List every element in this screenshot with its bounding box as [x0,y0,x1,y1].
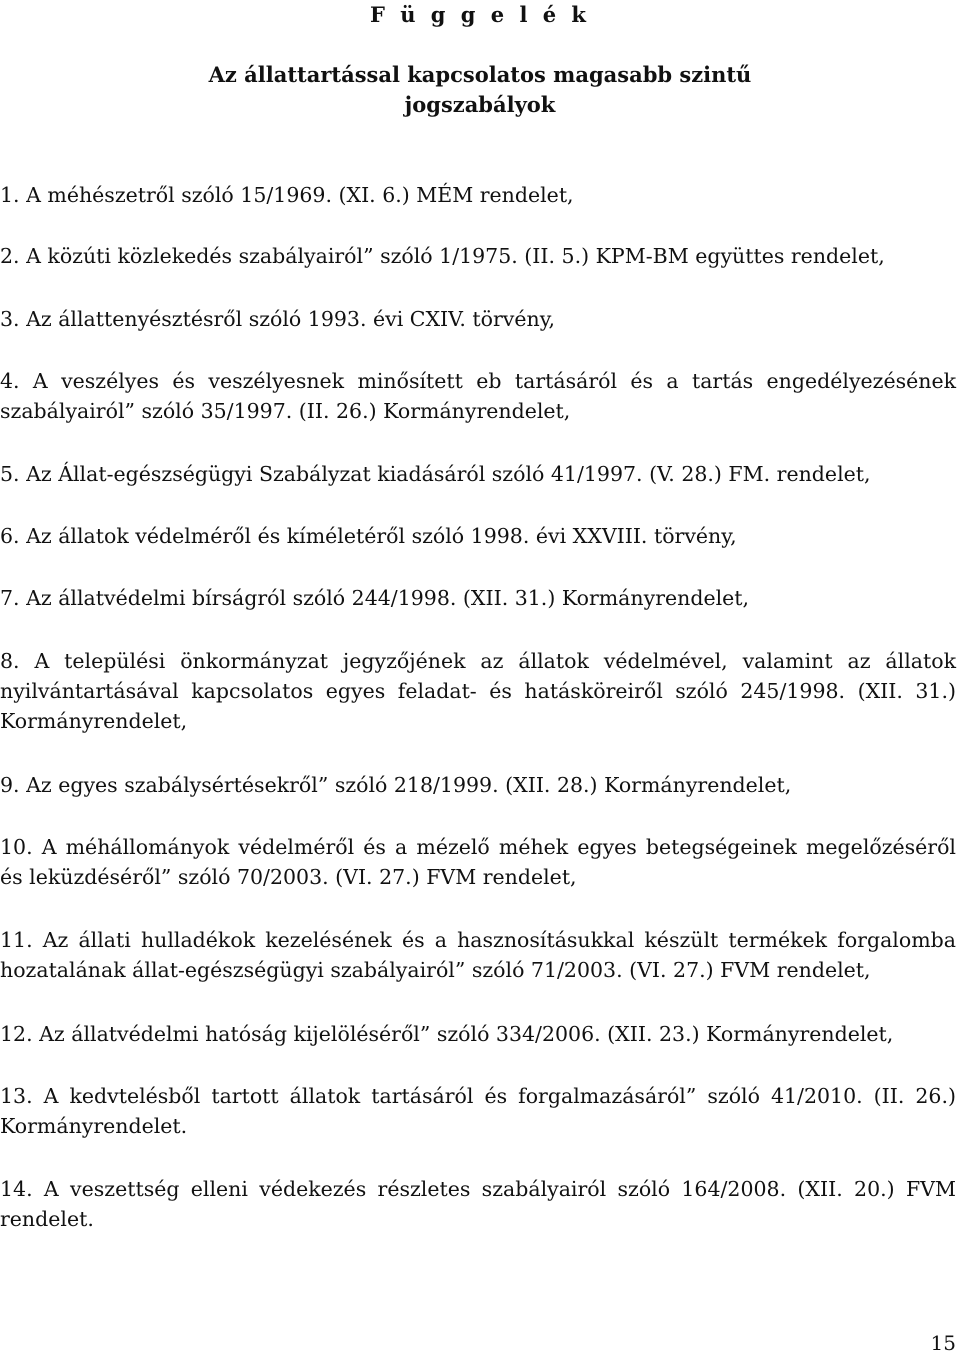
appendix-heading: F ü g g e l é k [370,2,590,27]
list-item-3: 3. Az állattenyésztésről szóló 1993. évi CXIV. törvény, [0,307,556,331]
list-item-1: 1. A méhészetről szóló 15/1969. (XI. 6.) MÉM rendelet, [0,183,574,207]
list-item-11: 11. Az állati hulladékok kezelésének és a hasznosításukkal készült termékek forgalomba hozatalának állat-egészségügyi szabályairól” szóló 71/2003. (VI. 27.) FVM rendelet, [0,928,956,982]
list-item-6: 6. Az állatok védelméről és kíméletéről szóló 1998. évi XXVIII. törvény, [0,524,737,548]
page-number: 15 [930,1331,956,1355]
document-title-line-1: Az állattartással kapcsolatos magasabb szintű [208,62,752,87]
list-item-13: 13. A kedvtelésből tartott állatok tartásáról és forgalmazásáról” szóló 41/2010. (II. 26.) Kormányrendelet. [0,1084,956,1138]
list-item-5: 5. Az Állat-egészségügyi Szabályzat kiadásáról szóló 41/1997. (V. 28.) FM. rendelet, [0,462,871,486]
document-title-line-2: jogszabályok [404,92,556,117]
list-item-8: 8. A települési önkormányzat jegyzőjének az állatok védelmével, valamint az állatok nyilvántartásával kapcsolatos egyes feladat- és hatásköreiről szóló 245/1998. (XII. 31.) Kormányrendelet, [0,649,956,733]
list-item-4: 4. A veszélyes és veszélyesnek minősített eb tartásáról és a tartás engedélyezésének szabályairól” szóló 35/1997. (II. 26.) Kormányrendelet, [0,369,956,423]
list-item-12: 12. Az állatvédelmi hatóság kijelöléséről” szóló 334/2006. (XII. 23.) Kormányrendelet, [0,1022,894,1046]
list-item-14: 14. A veszettség elleni védekezés részletes szabályairól szóló 164/2008. (XII. 20.) FVM rendelet. [0,1177,956,1231]
list-item-10: 10. A méhállományok védelméről és a mézelő méhek egyes betegségeinek megelőzéséről és leküzdéséről” szóló 70/2003. (VI. 27.) FVM rendelet, [0,835,956,889]
list-item-7: 7. Az állatvédelmi bírságról szóló 244/1998. (XII. 31.) Kormányrendelet, [0,586,750,610]
list-item-9: 9. Az egyes szabálysértésekről” szóló 218/1999. (XII. 28.) Kormányrendelet, [0,773,792,797]
list-item-2: 2. A közúti közlekedés szabályairól” szóló 1/1975. (II. 5.) KPM-BM együttes rendelet, [0,244,885,268]
